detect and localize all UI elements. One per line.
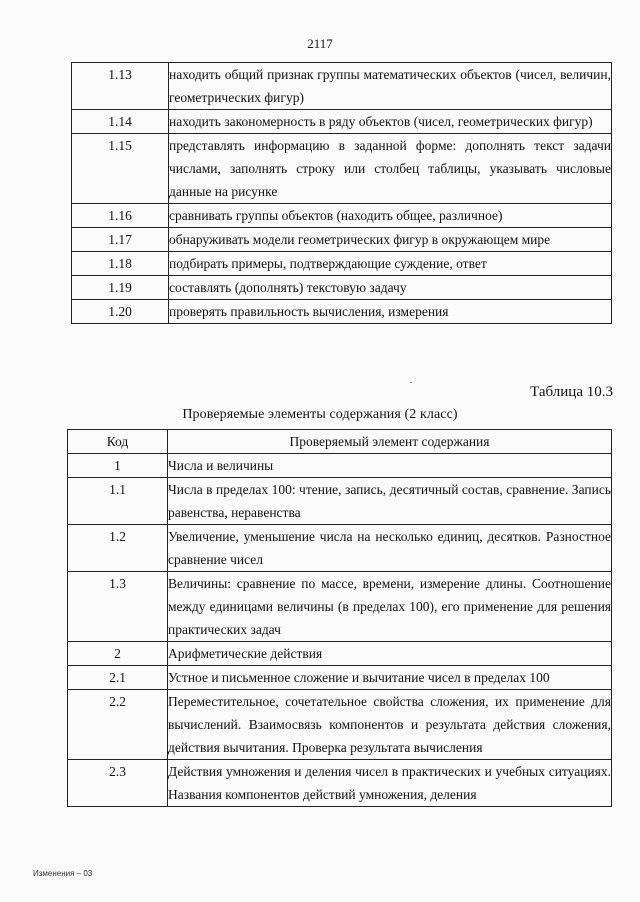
table-header-row	[68, 430, 612, 454]
table-row	[68, 454, 612, 478]
row-text: Увеличение, уменьшение числа на несколько единиц, десятков. Разностное сравнение чисел	[168, 525, 612, 572]
footer-revision: Изменения – 03	[33, 869, 93, 878]
row-code: 2.2	[68, 690, 168, 760]
header-code: Код	[68, 430, 168, 454]
table-row	[72, 134, 612, 204]
row-text: проверять правильность вычисления, измерения	[169, 300, 612, 324]
table-number: Таблица 10.3	[530, 384, 613, 400]
header-element: Проверяемый элемент содержания	[168, 430, 612, 454]
table-row	[68, 572, 612, 642]
row-code: 1	[68, 454, 168, 478]
table-row	[68, 478, 612, 525]
row-code: 1.20	[72, 300, 169, 324]
table-row	[72, 63, 612, 110]
table-row	[68, 690, 612, 760]
table-row	[68, 760, 612, 807]
table-title: Проверяемые элементы содержания (2 класс)	[182, 407, 458, 422]
row-code: 1.18	[72, 252, 169, 276]
table-row	[72, 228, 612, 252]
row-text: сравнивать группы объектов (находить общее, различное)	[169, 204, 612, 228]
table-row	[72, 110, 612, 134]
row-text: подбирать примеры, подтверждающие суждение, ответ	[169, 252, 612, 276]
table-row	[68, 666, 612, 690]
scan-speck	[410, 382, 412, 383]
table-row	[72, 276, 612, 300]
row-text: Устное и письменное сложение и вычитание чисел в пределах 100	[168, 666, 612, 690]
row-text: Арифметические действия	[168, 642, 612, 666]
skills-table-body	[72, 63, 612, 324]
table-row	[72, 300, 612, 324]
row-code: 1.19	[72, 276, 169, 300]
row-text: составлять (дополнять) текстовую задачу	[169, 276, 612, 300]
row-code: 1.15	[72, 134, 169, 204]
content-elements-table-body	[68, 454, 612, 807]
row-code: 2.3	[68, 760, 168, 807]
row-code: 1.13	[72, 63, 169, 110]
table-row	[68, 525, 612, 572]
row-code: 1.16	[72, 204, 169, 228]
table-row	[68, 642, 612, 666]
row-code: 2	[68, 642, 168, 666]
row-text: Действия умножения и деления чисел в практических и учебных ситуациях. Названия компонентов действий умножения, деления	[168, 760, 612, 807]
row-code: 2.1	[68, 666, 168, 690]
row-text: Переместительное, сочетательное свойства сложения, их применение для вычислений. Взаимосвязь компонентов и результата действия сложения, действия вычитания. Проверка результата вычисления	[168, 690, 612, 760]
row-code: 1.2	[68, 525, 168, 572]
row-text: представлять информацию в заданной форме: дополнять текст задачи числами, заполнять строку или столбец таблицы, указывать числовые данные на рисунке	[169, 134, 612, 204]
content-elements-table	[67, 429, 612, 807]
row-text: находить закономерность в ряду объектов (чисел, геометрических фигур)	[169, 110, 612, 134]
row-code: 1.14	[72, 110, 169, 134]
row-text: Числа в пределах 100: чтение, запись, десятичный состав, сравнение. Запись равенства, неравенства	[168, 478, 612, 525]
row-code: 1.3	[68, 572, 168, 642]
table-row	[72, 204, 612, 228]
table-row	[72, 252, 612, 276]
page-number: 2117	[307, 36, 333, 51]
row-code: 1.1	[68, 478, 168, 525]
row-text: обнаруживать модели геометрических фигур в окружающем мире	[169, 228, 612, 252]
row-code: 1.17	[72, 228, 169, 252]
skills-table	[71, 62, 612, 324]
row-text: Числа и величины	[168, 454, 612, 478]
row-text: находить общий признак группы математических объектов (чисел, величин, геометрических фигур)	[169, 63, 612, 110]
row-text: Величины: сравнение по массе, времени, измерение длины. Соотношение между единицами величины (в пределах 100), его применение для решения практических задач	[168, 572, 612, 642]
